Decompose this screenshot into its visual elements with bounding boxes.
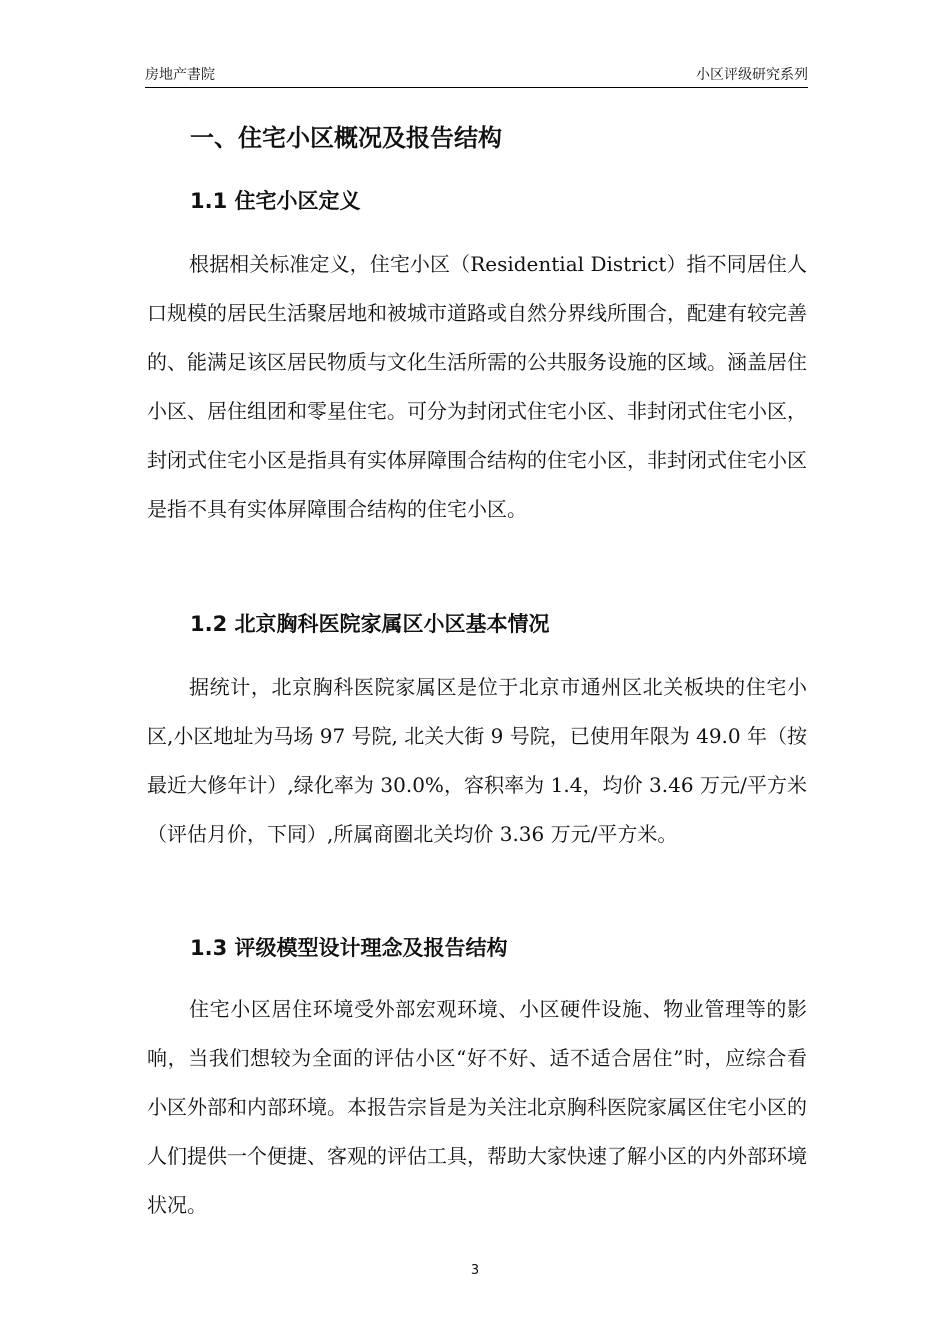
section-paragraph-1-3: 住宅小区居住环境受外部宏观环境、小区硬件设施、物业管理等的影响，当我们想较为全面的评估小区“好不好、适不适合居住”时，应综合看小区外部和内部环境。本报告宗旨是为关注北京胸科医院家属区住宅小区的人们提供一个便捷、客观的评估工具，帮助大家快速了解小区的内外部环境状况。 [147, 997, 807, 1217]
section-heading-1-3: 1.3 评级模型设计理念及报告结构 [190, 936, 508, 960]
section-paragraph-1-1: 根据相关标准定义，住宅小区（Residential District）指不同居住人口规模的居民生活聚居地和被城市道路或自然分界线所围合，配建有较完善的、能满足该区居民物质与文化生活所需的公共服务设施的区域。涵盖居住小区、居住组团和零星住宅。可分为封闭式住宅小区、非封闭式住宅小区，封闭式住宅小区是指具有实体屏障围合结构的住宅小区，非封闭式住宅小区是指不具有实体屏障围合结构的住宅小区。 [147, 252, 807, 521]
header-publisher: 房地产書院 [145, 67, 215, 83]
section-paragraph-1-2: 据统计，北京胸科医院家属区是位于北京市通州区北关板块的住宅小区,小区地址为马场 97 号院, 北关大街 9 号院，已使用年限为 49.0 年（按最近大修年计）,绿化率为 30.0%，容积率为 1.4，均价 3.46 万元/平方米（评估月价，下同）,所属商圈北关均价 3.36 万元/平方米。 [147, 675, 807, 846]
section-heading-1-2: 1.2 北京胸科医院家属区小区基本情况 [190, 612, 550, 636]
header-series-title: 小区评级研究系列 [696, 67, 808, 83]
page-header [145, 64, 808, 86]
page-number: 3 [470, 1263, 480, 1278]
section-heading-1-1: 1.1 住宅小区定义 [190, 189, 361, 213]
chapter-title: 一、住宅小区概况及报告结构 [190, 124, 502, 152]
header-divider [145, 87, 808, 88]
